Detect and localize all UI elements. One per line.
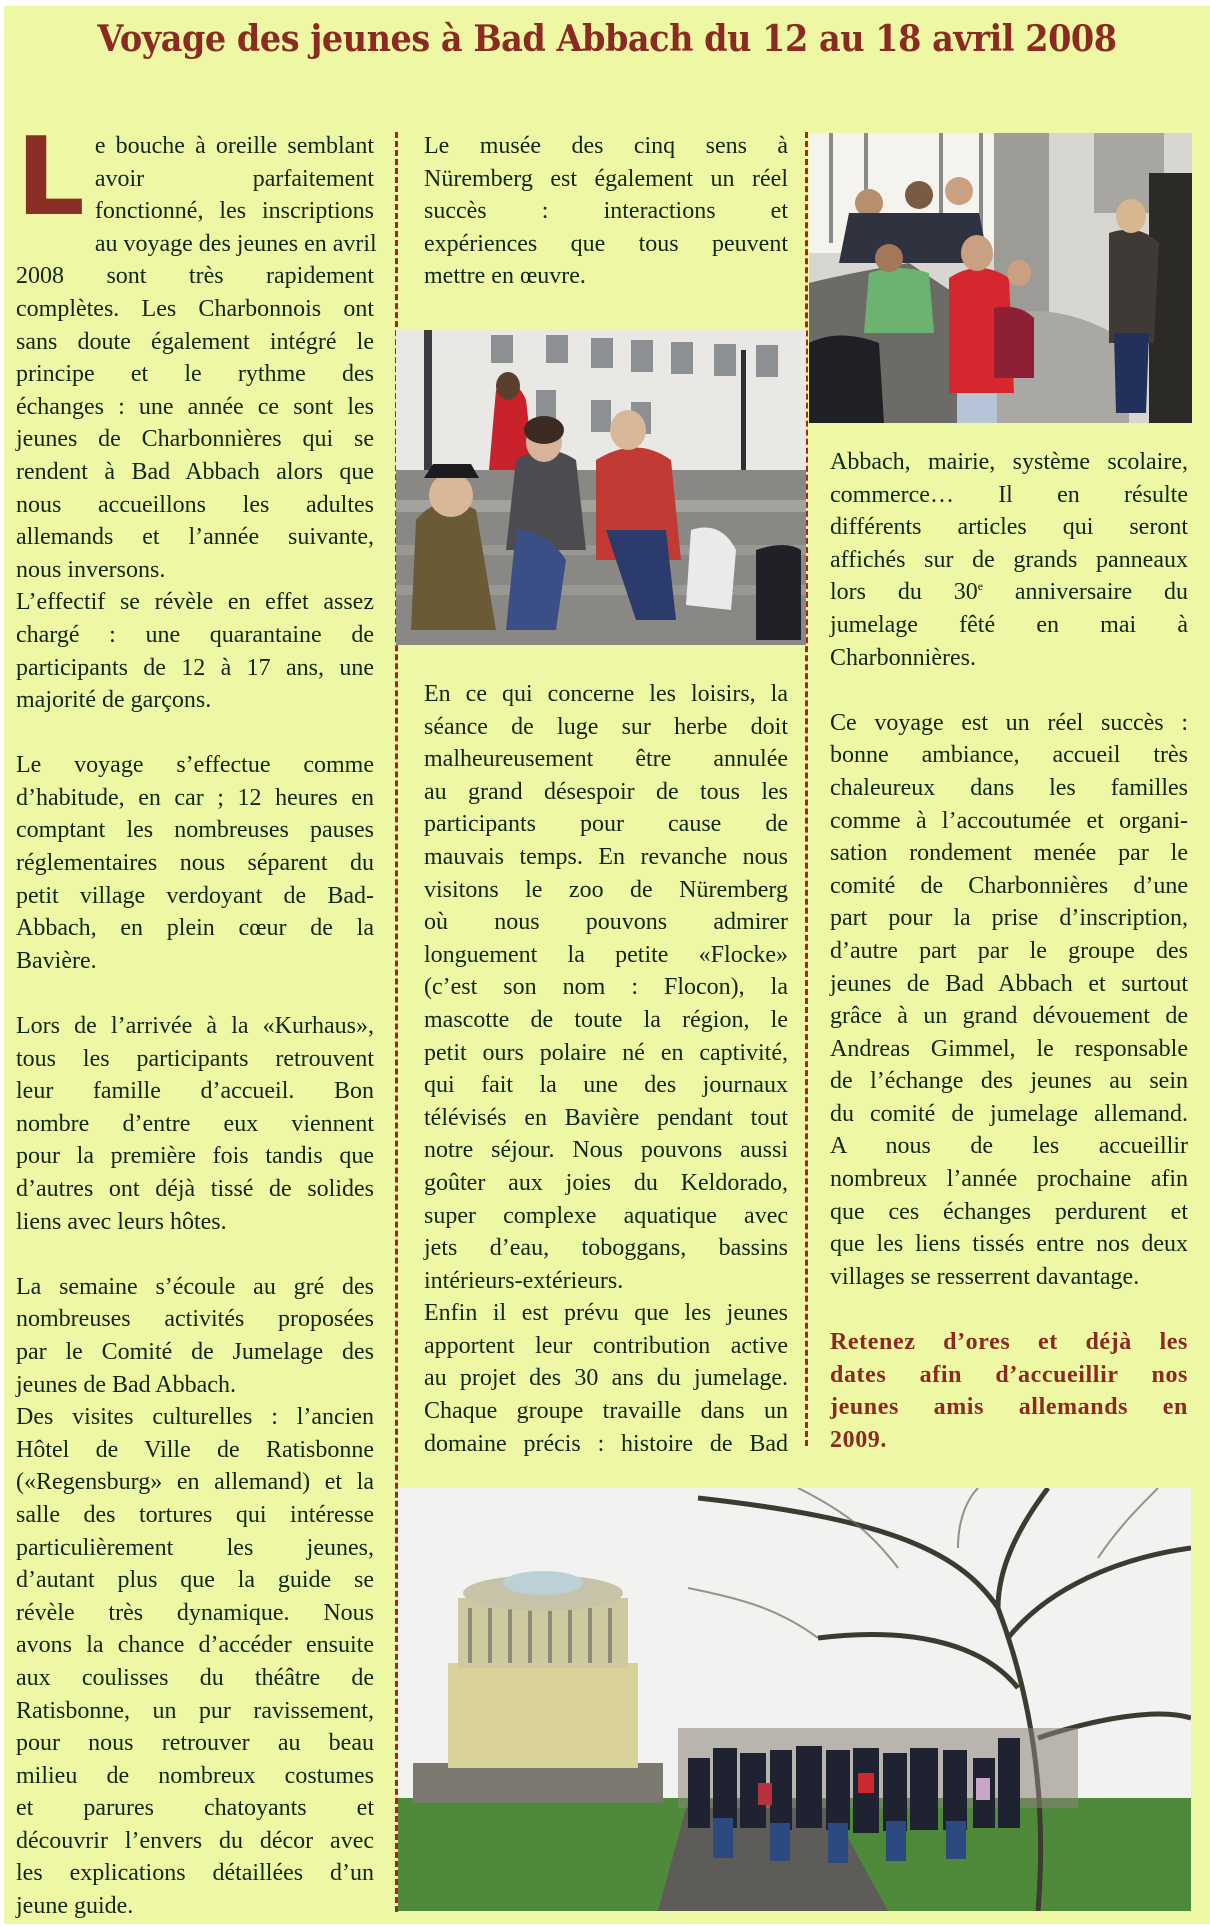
text-line: particulièrement les jeunes, — [16, 1534, 374, 1561]
text-line: avons la chance d’accéder ensuite — [16, 1632, 374, 1659]
text-line: télévisés en Bavière pendant tout — [424, 1104, 788, 1131]
text-line: les explications détaillées d’un — [16, 1860, 374, 1887]
text-line: réglementaires nous séparent du — [16, 850, 374, 877]
text-line: L’effectif se révèle en effet assez — [16, 589, 374, 616]
text-line: jeunes de Bad Abbach. — [16, 1371, 236, 1398]
text-line: séance de luge sur herbe doit — [424, 713, 788, 740]
text-line: leur famille d’accueil. Bon — [16, 1078, 374, 1105]
text-line: succès : interactions et — [424, 198, 788, 225]
text-line: rendent à Bad Abbach alors que — [16, 458, 374, 485]
text-line: différents articles qui seront — [830, 514, 1188, 541]
superscript: e — [977, 579, 984, 594]
text-line: commerce… Il en résulte — [830, 481, 1188, 508]
text-line: participants pour cause de — [424, 811, 788, 838]
text-line: La semaine s’écoule au gré des — [16, 1273, 374, 1300]
text-line: Enfin il est prévu que les jeunes — [424, 1300, 788, 1327]
text-line: mauvais temps. En revanche nous — [424, 843, 788, 870]
text-line: jeunes de Bad Abbach et surtout — [830, 970, 1188, 997]
paragraph — [16, 115, 377, 717]
text-line: part pour la prise d’inscription, — [830, 905, 1188, 932]
text-line: Chaque groupe travaille dans un — [424, 1398, 788, 1425]
text-line: nous accueillons les adultes — [16, 491, 374, 518]
text-line: qui fait la une des journaux — [424, 1072, 788, 1099]
text-line: intérieurs-extérieurs. — [424, 1267, 624, 1294]
text-line: Retenez d’ores et déjà les — [830, 1329, 1188, 1356]
photo-youths-on-stairs-town-hall — [809, 133, 1192, 423]
text-line: tous les participants retrouvent — [16, 1045, 374, 1072]
text-line: villages se resserrent davantage. — [830, 1263, 1140, 1290]
text-line: chaleureux dans les familles — [830, 774, 1188, 801]
text-line: goûter aux joies du Keldorado, — [424, 1169, 788, 1196]
text-line: sans doute également intégré le — [16, 328, 374, 355]
text-line: découvrir l’envers du décor avec — [16, 1827, 374, 1854]
text-line: Des visites culturelles : l’ancien — [16, 1404, 374, 1431]
text-line: nombre d’entre eux viennent — [16, 1110, 374, 1137]
text-line: pour nous retrouver au beau — [16, 1730, 374, 1757]
text-line: d’autre part par le groupe des — [830, 937, 1188, 964]
text-line: bonne ambiance, accueil très — [830, 742, 1188, 769]
text-line: dates afin d’accueillir nos — [830, 1361, 1188, 1388]
text-line: comme à l’accoutumée et organi- — [830, 807, 1188, 834]
text-line: mettre en œuvre. — [424, 263, 586, 290]
photo-image — [809, 133, 1192, 423]
text-line: domaine précis : histoire de Bad — [424, 1430, 788, 1457]
text-line: liens avec leurs hôtes. — [16, 1208, 227, 1235]
text-line: («Regensburg» en allemand) et la — [16, 1469, 374, 1496]
text-line: Le voyage s’effectue comme — [16, 752, 374, 779]
text-line: nombreuses activités proposées — [16, 1306, 374, 1333]
text-line: au projet des 30 ans du jumelage. — [424, 1365, 788, 1392]
closing-highlight — [830, 1326, 1188, 1456]
text-line: jeunes amis allemands en — [830, 1394, 1188, 1421]
text-line: e bouche à oreille semblant — [94, 133, 374, 159]
text-line: malheureusement être annulée — [424, 746, 788, 773]
photo-youths-on-steps-nuremberg — [396, 330, 806, 645]
text-line: mascotte de toute la région, le — [424, 1006, 788, 1033]
text-fragment: anniversaire du — [983, 579, 1188, 606]
text-line: 2009. — [830, 1426, 887, 1453]
text-line: d’habitude, en car ; 12 heures en — [16, 784, 374, 811]
text-line: Abbach, mairie, système scolaire, — [830, 449, 1188, 475]
text-line: notre séjour. Nous pouvons aussi — [424, 1137, 788, 1164]
text-line: au grand désespoir de tous les — [424, 778, 788, 805]
paragraph — [830, 707, 1188, 1294]
text-line: affichés sur de grands panneaux — [830, 546, 1188, 573]
text-line: 2008 sont très rapidement — [16, 263, 374, 290]
photo-group-befreiungshalle — [398, 1488, 1191, 1911]
column-1 — [16, 115, 377, 1923]
text-line: au voyage des jeunes en avril — [94, 230, 377, 257]
text-line: comptant les nombreuses pauses — [16, 817, 374, 844]
text-line: Ratisbonne, un pur ravissement, — [16, 1697, 374, 1724]
photo-image — [398, 1488, 1191, 1911]
text-line: que les liens tissés entre nos deux — [830, 1231, 1188, 1258]
article-page — [4, 6, 1210, 1924]
text-line: révèle très dynamique. Nous — [16, 1599, 374, 1626]
paragraph — [424, 130, 788, 293]
text-line: petit ours polaire né en captivité, — [424, 1039, 788, 1066]
text-line: participants de 12 à 17 ans, une — [16, 654, 374, 681]
text-line: apportent leur contribution active — [424, 1332, 788, 1359]
text-line: Hôtel de Ville de Ratisbonne — [16, 1436, 374, 1463]
text-line: Nüremberg est également un réel — [424, 165, 788, 192]
text-line: Charbonnières. — [830, 644, 976, 671]
text-line: complètes. Les Charbonnois ont — [16, 295, 374, 322]
text-line: En ce qui concerne les loisirs, la — [424, 681, 788, 707]
text-line: pour la première fois tandis que — [16, 1143, 374, 1170]
text-line: comité de Charbonnières d’une — [830, 872, 1188, 899]
text-line: aux coulisses du théâtre de — [16, 1664, 374, 1691]
text-line: Lors de l’arrivée à la «Kurhaus», — [16, 1013, 374, 1040]
text-line: visitons le zoo de Nüremberg — [424, 876, 788, 903]
text-line: jumelage fêté en mai à — [830, 611, 1188, 638]
text-line: milieu de nombreux costumes — [16, 1762, 374, 1789]
column-3 — [830, 446, 1188, 1456]
drop-cap: L — [16, 115, 85, 240]
text-line: Abbach, en plein cœur de la — [16, 915, 374, 942]
text-line: expériences que tous peuvent — [424, 230, 788, 257]
text-line: jeunes de Charbonnières qui se — [16, 426, 374, 453]
text-line: allemands et l’année suivante, — [16, 524, 374, 551]
column-2-main — [424, 678, 788, 1460]
text-line: du comité de jumelage allemand. — [830, 1100, 1188, 1127]
text-line: A nous de les accueillir — [830, 1133, 1188, 1160]
paragraph — [16, 1271, 374, 1923]
column-2-intro — [424, 130, 788, 293]
text-line: chargé : une quarantaine de — [16, 621, 374, 648]
paragraph — [830, 446, 1188, 674]
text-line: sation rondement menée par le — [830, 840, 1188, 867]
text-line: où nous pouvons admirer — [424, 909, 788, 936]
text-line: et parures chatoyants et — [16, 1795, 374, 1822]
text-line: super complexe aquatique avec — [424, 1202, 788, 1229]
text-line: que ces échanges perdurent et — [830, 1198, 1188, 1225]
text-line: jeune guide. — [16, 1893, 134, 1920]
text-line: Andreas Gimmel, le responsable — [830, 1035, 1188, 1062]
photo-image — [396, 330, 806, 645]
text-line: salle des tortures qui intéresse — [16, 1501, 374, 1528]
paragraph — [16, 1010, 374, 1238]
text-line: de l’échange des jeunes au sein — [830, 1068, 1188, 1095]
text-line: avoir parfaitement — [94, 165, 374, 192]
text-line: principe et le rythme des — [16, 361, 374, 388]
text-line: grâce à un grand dévouement de — [830, 1003, 1188, 1030]
text-line: Le musée des cinq sens à — [424, 133, 788, 159]
article-title: Voyage des jeunes à Bad Abbach du 12 au 18 avril 2008 — [97, 18, 1117, 60]
paragraph — [16, 749, 374, 977]
text-line: d’autant plus que la guide se — [16, 1567, 374, 1594]
text-line: nombreux l’année prochaine afin — [830, 1166, 1188, 1193]
text-line: Ce voyage est un réel succès : — [830, 709, 1188, 736]
text-line: longuement la petite «Flocke» — [424, 941, 788, 968]
text-line: petit village verdoyant de Bad- — [16, 882, 374, 909]
text-fragment: lors du 30 — [830, 579, 978, 606]
text-line: (c’est son nom : Flocon), la — [424, 974, 788, 1001]
text-line: fonctionné, les inscriptions — [94, 198, 374, 225]
text-line: majorité de garçons. — [16, 687, 212, 714]
text-line: d’autres ont déjà tissé de solides — [16, 1176, 374, 1202]
text-line: nous inversons. — [16, 556, 166, 583]
text-line — [830, 576, 1188, 609]
text-line: échanges : une année ce sont les — [16, 393, 374, 420]
text-line: Bavière. — [16, 947, 97, 974]
paragraph — [424, 678, 788, 1460]
text-line: jets d’eau, toboggans, bassins — [424, 1235, 788, 1262]
text-line: par le Comité de Jumelage des — [16, 1338, 374, 1365]
